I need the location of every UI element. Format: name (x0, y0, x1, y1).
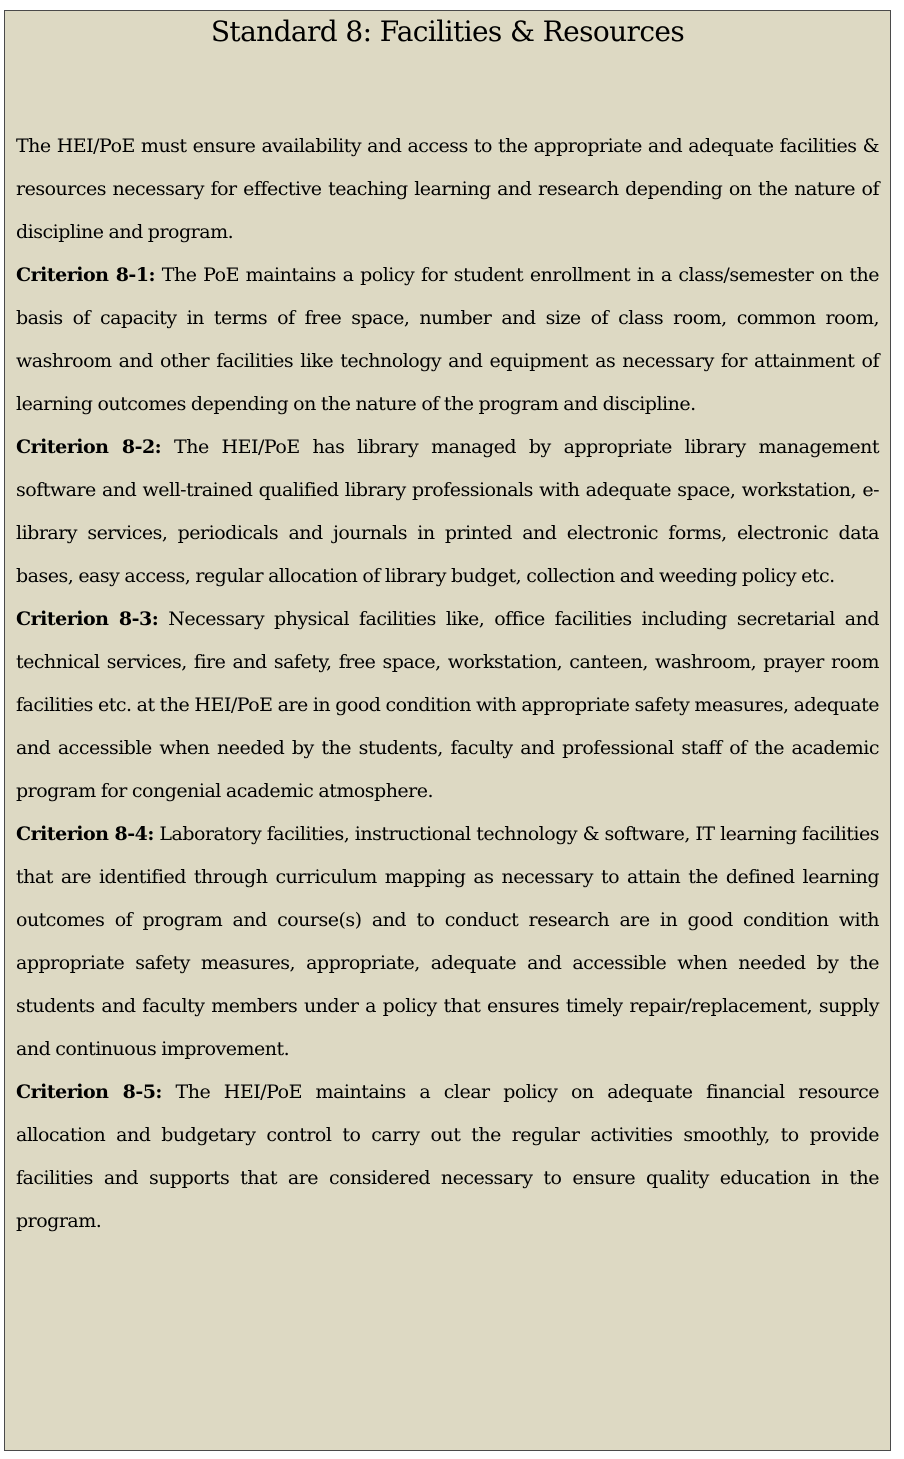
standard-panel (4, 10, 891, 1451)
criterion-text: Laboratory facilities, instructional technology & software, IT learning facilities that are identified through curriculum mapping as necessary to attain the defined learning outcomes of program and course(s) and to conduct research are in good condition with appropriate safety measures, appropriate, adequate and accessible when needed by the students and faculty members under a policy that ensures timely repair/replacement, supply and continuous improvement. (16, 823, 879, 1060)
criterion-label: Criterion 8-1: (16, 264, 156, 286)
criterion-8-5 (16, 1071, 879, 1243)
criterion-text: Necessary physical facilities like, office facilities including secretarial and technical services, fire and safety, free space, workstation, canteen, washroom, prayer room facilities etc. at the HEI/PoE are in good condition with appropriate safety measures, adequate and accessible when needed by the students, faculty and professional staff of the academic program for congenial academic atmosphere. (16, 608, 879, 802)
criterion-label: Criterion 8-3: (16, 608, 159, 630)
criterion-text: The HEI/PoE has library managed by appropriate library management software and well-trained qualified library professionals with adequate space, workstation, e-library services, periodicals and journals in printed and electronic forms, electronic data bases, easy access, regular allocation of library budget, collection and weeding policy etc. (16, 436, 879, 587)
intro-paragraph: The HEI/PoE must ensure availability and access to the appropriate and adequate facilities & resources necessary for effective teaching learning and research depending on the nature of discipline and program. (16, 135, 879, 243)
criterion-8-1 (16, 254, 879, 426)
page-title: Standard 8: Facilities & Resources (210, 15, 685, 48)
criterion-label: Criterion 8-5: (16, 1081, 162, 1103)
criterion-8-3 (16, 598, 879, 813)
criterion-text: The HEI/PoE maintains a clear policy on adequate financial resource allocation and budgetary control to carry out the regular activities smoothly, to provide facilities and supports that are considered necessary to ensure quality education in the program. (16, 1081, 879, 1232)
criterion-label: Criterion 8-4: (16, 823, 154, 845)
criterion-8-2 (16, 426, 879, 598)
criterion-text: The PoE maintains a policy for student enrollment in a class/semester on the basis of capacity in terms of free space, number and size of class room, common room, washroom and other facilities like technology and equipment as necessary for attainment of learning outcomes depending on the nature of the program and discipline. (16, 264, 880, 415)
criterion-label: Criterion 8-2: (16, 436, 162, 458)
document-body (16, 125, 879, 1243)
criterion-8-4 (16, 813, 879, 1071)
